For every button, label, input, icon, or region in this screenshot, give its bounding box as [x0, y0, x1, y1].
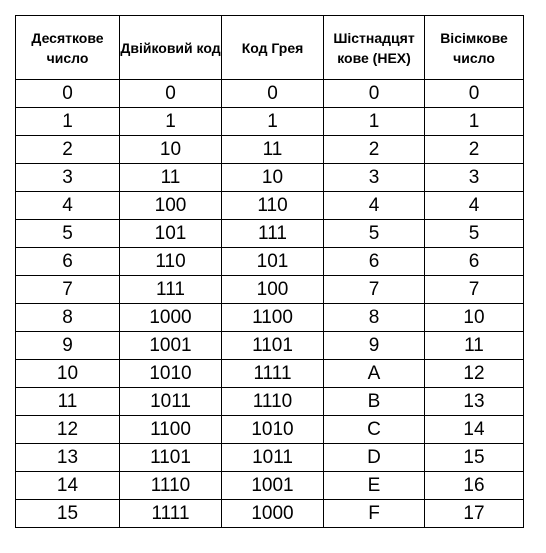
hex-cell: D: [324, 444, 425, 472]
decimal-cell: 12: [16, 416, 120, 444]
hex-cell: E: [324, 472, 425, 500]
table-row: [16, 416, 524, 444]
table-row: [16, 192, 524, 220]
decimal-cell: 8: [16, 304, 120, 332]
binary-cell: 111: [120, 276, 222, 304]
decimal-cell: 3: [16, 164, 120, 192]
decimal-cell: 11: [16, 388, 120, 416]
table-header: [16, 16, 524, 80]
hex-cell: 3: [324, 164, 425, 192]
gray-code-cell: 1: [222, 108, 324, 136]
header-decimal: Десяткове число: [16, 16, 120, 80]
hex-cell: 5: [324, 220, 425, 248]
hex-cell: 7: [324, 276, 425, 304]
binary-cell: 110: [120, 248, 222, 276]
header-binary: Двійковий код: [120, 16, 222, 80]
gray-code-cell: 11: [222, 136, 324, 164]
binary-cell: 1011: [120, 388, 222, 416]
octal-cell: 17: [425, 500, 524, 528]
hex-cell: 9: [324, 332, 425, 360]
octal-cell: 6: [425, 248, 524, 276]
decimal-cell: 10: [16, 360, 120, 388]
binary-cell: 1000: [120, 304, 222, 332]
decimal-cell: 4: [16, 192, 120, 220]
table-row: [16, 388, 524, 416]
octal-cell: 15: [425, 444, 524, 472]
gray-code-cell: 1010: [222, 416, 324, 444]
hex-cell: 0: [324, 80, 425, 108]
table-row: [16, 248, 524, 276]
decimal-cell: 6: [16, 248, 120, 276]
number-systems-table: [15, 15, 524, 528]
binary-cell: 101: [120, 220, 222, 248]
gray-code-cell: 1111: [222, 360, 324, 388]
octal-cell: 14: [425, 416, 524, 444]
table-row: [16, 472, 524, 500]
binary-cell: 1110: [120, 472, 222, 500]
octal-cell: 0: [425, 80, 524, 108]
hex-cell: 8: [324, 304, 425, 332]
gray-code-cell: 10: [222, 164, 324, 192]
decimal-cell: 2: [16, 136, 120, 164]
decimal-cell: 7: [16, 276, 120, 304]
table-body: [16, 80, 524, 528]
gray-code-cell: 100: [222, 276, 324, 304]
decimal-cell: 9: [16, 332, 120, 360]
binary-cell: 100: [120, 192, 222, 220]
octal-cell: 16: [425, 472, 524, 500]
header-row: [16, 16, 524, 80]
hex-cell: 2: [324, 136, 425, 164]
decimal-cell: 14: [16, 472, 120, 500]
decimal-cell: 1: [16, 108, 120, 136]
binary-cell: 1: [120, 108, 222, 136]
header-hex: Шістнадцят кове (HEX): [324, 16, 425, 80]
gray-code-cell: 111: [222, 220, 324, 248]
binary-cell: 0: [120, 80, 222, 108]
binary-cell: 1111: [120, 500, 222, 528]
table-row: [16, 80, 524, 108]
hex-cell: A: [324, 360, 425, 388]
table-row: [16, 220, 524, 248]
header-octal: Вісімкове число: [425, 16, 524, 80]
octal-cell: 1: [425, 108, 524, 136]
hex-cell: 6: [324, 248, 425, 276]
table-row: [16, 164, 524, 192]
header-gray-code: Код Грея: [222, 16, 324, 80]
gray-code-cell: 1100: [222, 304, 324, 332]
decimal-cell: 0: [16, 80, 120, 108]
gray-code-cell: 0: [222, 80, 324, 108]
table-row: [16, 136, 524, 164]
octal-cell: 12: [425, 360, 524, 388]
binary-cell: 1001: [120, 332, 222, 360]
binary-cell: 1101: [120, 444, 222, 472]
decimal-cell: 5: [16, 220, 120, 248]
binary-cell: 1010: [120, 360, 222, 388]
octal-cell: 2: [425, 136, 524, 164]
gray-code-cell: 110: [222, 192, 324, 220]
binary-cell: 11: [120, 164, 222, 192]
gray-code-cell: 1001: [222, 472, 324, 500]
octal-cell: 5: [425, 220, 524, 248]
hex-cell: 4: [324, 192, 425, 220]
table-row: [16, 276, 524, 304]
gray-code-cell: 1101: [222, 332, 324, 360]
decimal-cell: 15: [16, 500, 120, 528]
octal-cell: 11: [425, 332, 524, 360]
table-row: [16, 500, 524, 528]
octal-cell: 13: [425, 388, 524, 416]
octal-cell: 7: [425, 276, 524, 304]
hex-cell: F: [324, 500, 425, 528]
decimal-cell: 13: [16, 444, 120, 472]
gray-code-cell: 1011: [222, 444, 324, 472]
octal-cell: 4: [425, 192, 524, 220]
table-row: [16, 444, 524, 472]
gray-code-cell: 101: [222, 248, 324, 276]
hex-cell: B: [324, 388, 425, 416]
gray-code-cell: 1000: [222, 500, 324, 528]
gray-code-cell: 1110: [222, 388, 324, 416]
table-row: [16, 332, 524, 360]
binary-cell: 10: [120, 136, 222, 164]
binary-cell: 1100: [120, 416, 222, 444]
table-row: [16, 360, 524, 388]
hex-cell: C: [324, 416, 425, 444]
table-row: [16, 108, 524, 136]
octal-cell: 3: [425, 164, 524, 192]
octal-cell: 10: [425, 304, 524, 332]
hex-cell: 1: [324, 108, 425, 136]
table-row: [16, 304, 524, 332]
